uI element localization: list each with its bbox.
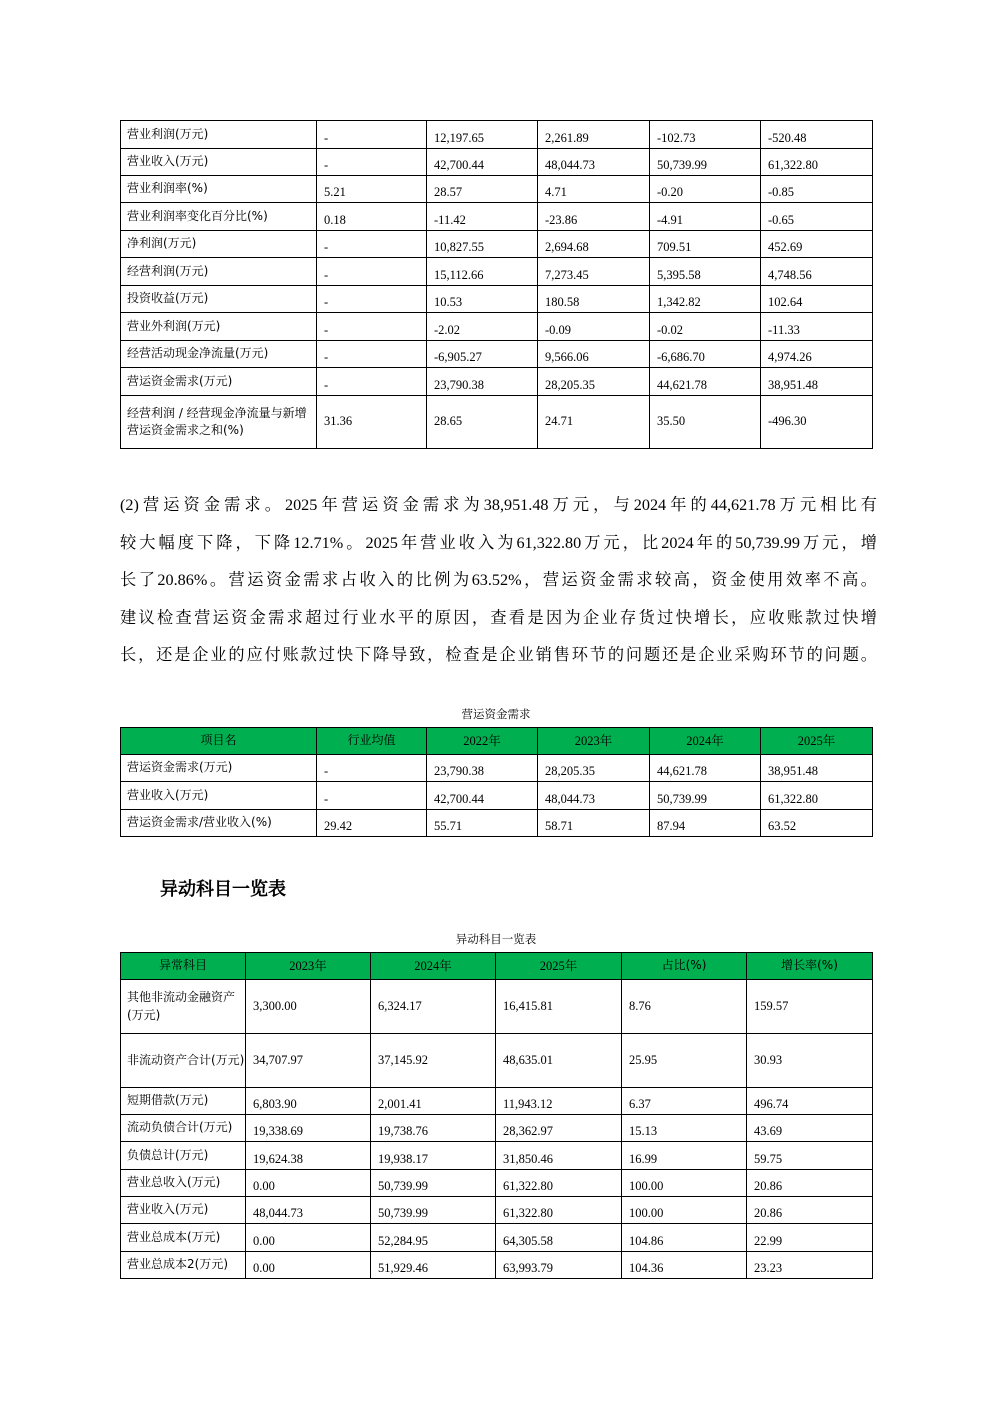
table-cell: 19,938.17 xyxy=(371,1142,496,1170)
paragraph-line: 建议检查营运资金需求超过行业水平的原因，查看是因为企业存货过快增长，应收账款过快增 xyxy=(120,608,877,627)
row-label: 营业总收入(万元) xyxy=(121,1170,246,1197)
table-cell: 104.36 xyxy=(622,1252,747,1279)
table-cell: 22.99 xyxy=(747,1224,873,1252)
table-cell: -496.30 xyxy=(761,396,873,449)
table-cell: 42,700.44 xyxy=(427,149,538,176)
column-header: 2025年 xyxy=(496,953,622,980)
row-label: 非流动资产合计(万元) xyxy=(121,1034,246,1088)
table-cell: 28,205.35 xyxy=(538,368,650,396)
table-row xyxy=(121,782,873,810)
row-label: 营业外利润(万元) xyxy=(121,313,317,341)
table-row xyxy=(121,1224,873,1252)
table-cell: -0.65 xyxy=(761,203,873,231)
row-label: 营业利润率(%) xyxy=(121,176,317,203)
row-label: 营运资金需求(万元) xyxy=(121,755,317,782)
table-cell: 30.93 xyxy=(747,1034,873,1088)
table-cell: 4.71 xyxy=(538,176,650,203)
table-cell: 10.53 xyxy=(427,286,538,313)
column-header: 行业均值 xyxy=(317,728,427,755)
table-cell: 43.69 xyxy=(747,1115,873,1142)
table-cell: 44,621.78 xyxy=(650,368,761,396)
column-header: 2024年 xyxy=(650,728,761,755)
table-cell: 16.99 xyxy=(622,1142,747,1170)
table-cell: 1,342.82 xyxy=(650,286,761,313)
section-heading: 异动科目一览表 xyxy=(160,879,286,900)
table-cell: 5.21 xyxy=(317,176,427,203)
table-row xyxy=(121,149,873,176)
table-cell: 63.52 xyxy=(761,810,873,837)
row-label: 营业收入(万元) xyxy=(121,1197,246,1224)
table-cell: 48,044.73 xyxy=(246,1197,371,1224)
column-header: 2023年 xyxy=(246,953,371,980)
table-row xyxy=(121,1197,873,1224)
row-label: 营业总成本2(万元) xyxy=(121,1252,246,1279)
profit-metrics-table xyxy=(120,120,873,449)
row-label: 营业利润率变化百分比(%) xyxy=(121,203,317,231)
table-cell: -6,905.27 xyxy=(427,341,538,368)
table-cell: 20.86 xyxy=(747,1197,873,1224)
table-cell: 28,205.35 xyxy=(538,755,650,782)
table-cell: 24.71 xyxy=(538,396,650,449)
working-capital-analysis-paragraph xyxy=(120,487,877,675)
table-cell: - xyxy=(317,341,427,368)
column-header: 异常科目 xyxy=(121,953,246,980)
row-label: 其他非流动金融资产(万元) xyxy=(121,980,246,1034)
table-cell: - xyxy=(317,313,427,341)
table-cell: - xyxy=(317,149,427,176)
table-cell: - xyxy=(317,782,427,810)
table-cell: 12,197.65 xyxy=(427,121,538,149)
table-cell: 48,635.01 xyxy=(496,1034,622,1088)
table-cell: 87.94 xyxy=(650,810,761,837)
table-cell: 28.57 xyxy=(427,176,538,203)
row-label: 投资收益(万元) xyxy=(121,286,317,313)
table-row xyxy=(121,1170,873,1197)
table-cell: 61,322.80 xyxy=(496,1170,622,1197)
table-cell: 42,700.44 xyxy=(427,782,538,810)
table-cell: 496.74 xyxy=(747,1088,873,1115)
table-row xyxy=(121,396,873,449)
table-row xyxy=(121,176,873,203)
table-cell: 48,044.73 xyxy=(538,149,650,176)
table-cell: - xyxy=(317,231,427,258)
table-cell: 10,827.55 xyxy=(427,231,538,258)
row-label: 营运资金需求/营业收入(%) xyxy=(121,810,317,837)
table-cell: 19,624.38 xyxy=(246,1142,371,1170)
row-label: 短期借款(万元) xyxy=(121,1088,246,1115)
column-header: 项目名 xyxy=(121,728,317,755)
table-cell: 25.95 xyxy=(622,1034,747,1088)
table-cell: -6,686.70 xyxy=(650,341,761,368)
paragraph-line: 较大幅度下降，下降12.71%。2025年营业收入为61,322.80万元，比2024年的50,739.99万元，增 xyxy=(120,533,877,552)
row-label: 经营利润 / 经营现金净流量与新增营运资金需求之和(%) xyxy=(121,396,317,449)
table-cell: 61,322.80 xyxy=(761,782,873,810)
table-cell: 61,322.80 xyxy=(496,1197,622,1224)
table-cell: - xyxy=(317,755,427,782)
table-cell: -520.48 xyxy=(761,121,873,149)
row-label: 净利润(万元) xyxy=(121,231,317,258)
table-cell: - xyxy=(317,286,427,313)
table-cell: -2.02 xyxy=(427,313,538,341)
table-row xyxy=(121,121,873,149)
table-row xyxy=(121,203,873,231)
table-cell: 6,803.90 xyxy=(246,1088,371,1115)
table-cell: 452.69 xyxy=(761,231,873,258)
table-cell: 23,790.38 xyxy=(427,755,538,782)
table-cell: 23.23 xyxy=(747,1252,873,1279)
paragraph-line: (2)营运资金需求。2025年营运资金需求为38,951.48万元，与2024年的44,621.78万元相比有 xyxy=(120,496,877,514)
table-row xyxy=(121,313,873,341)
abnormal-items-table xyxy=(120,952,873,1279)
paragraph-line: 长，还是企业的应付账款过快下降导致，检查是企业销售环节的问题还是企业采购环节的问题。 xyxy=(120,646,877,664)
table-cell: 59.75 xyxy=(747,1142,873,1170)
table-cell: 50,739.99 xyxy=(650,149,761,176)
column-header: 2022年 xyxy=(427,728,538,755)
table-cell: 0.18 xyxy=(317,203,427,231)
column-header: 占比(%) xyxy=(622,953,747,980)
table-cell: 51,929.46 xyxy=(371,1252,496,1279)
row-label: 营运资金需求(万元) xyxy=(121,368,317,396)
table-cell: 23,790.38 xyxy=(427,368,538,396)
table-cell: 52,284.95 xyxy=(371,1224,496,1252)
table-cell: -0.09 xyxy=(538,313,650,341)
table-cell: 55.71 xyxy=(427,810,538,837)
table-cell: 104.86 xyxy=(622,1224,747,1252)
table-row xyxy=(121,980,873,1034)
table-cell: 44,621.78 xyxy=(650,755,761,782)
table-cell: 4,748.56 xyxy=(761,258,873,286)
row-label: 流动负债合计(万元) xyxy=(121,1115,246,1142)
table-cell: -102.73 xyxy=(650,121,761,149)
table-cell: -11.42 xyxy=(427,203,538,231)
table-cell: 37,145.92 xyxy=(371,1034,496,1088)
row-label: 经营利润(万元) xyxy=(121,258,317,286)
table-cell: 20.86 xyxy=(747,1170,873,1197)
table-cell: 35.50 xyxy=(650,396,761,449)
working-capital-table-caption: 营运资金需求 xyxy=(461,707,531,721)
table-cell: -23.86 xyxy=(538,203,650,231)
table-cell: 100.00 xyxy=(622,1170,747,1197)
row-label: 营业收入(万元) xyxy=(121,149,317,176)
table-cell: -0.85 xyxy=(761,176,873,203)
row-label: 负债总计(万元) xyxy=(121,1142,246,1170)
table-cell: 8.76 xyxy=(622,980,747,1034)
table-row xyxy=(121,258,873,286)
table-cell: 0.00 xyxy=(246,1224,371,1252)
table-cell: 9,566.06 xyxy=(538,341,650,368)
table-cell: 6.37 xyxy=(622,1088,747,1115)
abnormal-items-table-caption: 异动科目一览表 xyxy=(455,932,537,946)
table-row xyxy=(121,1252,873,1279)
table-cell: 16,415.81 xyxy=(496,980,622,1034)
table-cell: 31,850.46 xyxy=(496,1142,622,1170)
table-cell: 34,707.97 xyxy=(246,1034,371,1088)
table-row xyxy=(121,231,873,258)
table-cell: 15.13 xyxy=(622,1115,747,1142)
table-cell: 102.64 xyxy=(761,286,873,313)
table-cell: 58.71 xyxy=(538,810,650,837)
table-cell: 48,044.73 xyxy=(538,782,650,810)
row-label: 营业利润(万元) xyxy=(121,121,317,149)
table-cell: 709.51 xyxy=(650,231,761,258)
table-cell: 2,261.89 xyxy=(538,121,650,149)
table-cell: -4.91 xyxy=(650,203,761,231)
table-cell: 63,993.79 xyxy=(496,1252,622,1279)
table-cell: - xyxy=(317,121,427,149)
table-cell: -0.02 xyxy=(650,313,761,341)
table-cell: 11,943.12 xyxy=(496,1088,622,1115)
table-row xyxy=(121,1142,873,1170)
table-cell: 4,974.26 xyxy=(761,341,873,368)
table-cell: 19,338.69 xyxy=(246,1115,371,1142)
working-capital-table xyxy=(120,727,873,837)
column-header: 2024年 xyxy=(371,953,496,980)
table-cell: 7,273.45 xyxy=(538,258,650,286)
table-cell: 15,112.66 xyxy=(427,258,538,286)
table-cell: 64,305.58 xyxy=(496,1224,622,1252)
table-cell: 5,395.58 xyxy=(650,258,761,286)
table-cell: 2,001.41 xyxy=(371,1088,496,1115)
table-cell: - xyxy=(317,258,427,286)
table-row xyxy=(121,341,873,368)
table-cell: 100.00 xyxy=(622,1197,747,1224)
table-row xyxy=(121,1088,873,1115)
table-row xyxy=(121,1034,873,1088)
table-cell: 50,739.99 xyxy=(371,1170,496,1197)
row-label: 经营活动现金净流量(万元) xyxy=(121,341,317,368)
column-header: 2023年 xyxy=(538,728,650,755)
table-cell: 0.00 xyxy=(246,1252,371,1279)
table-cell: 50,739.99 xyxy=(371,1197,496,1224)
table-cell: 2,694.68 xyxy=(538,231,650,258)
table-cell: 50,739.99 xyxy=(650,782,761,810)
table-row xyxy=(121,755,873,782)
table-cell: 28,362.97 xyxy=(496,1115,622,1142)
table-row xyxy=(121,1115,873,1142)
table-cell: -11.33 xyxy=(761,313,873,341)
table-cell: 38,951.48 xyxy=(761,368,873,396)
table-cell: 3,300.00 xyxy=(246,980,371,1034)
table-cell: 19,738.76 xyxy=(371,1115,496,1142)
table-cell: 38,951.48 xyxy=(761,755,873,782)
row-label: 营业总成本(万元) xyxy=(121,1224,246,1252)
table-cell: 29.42 xyxy=(317,810,427,837)
paragraph-line: 长了20.86%。营运资金需求占收入的比例为63.52%，营运资金需求较高，资金使用效率不高。 xyxy=(120,571,877,589)
table-cell: 28.65 xyxy=(427,396,538,449)
table-cell: 180.58 xyxy=(538,286,650,313)
column-header: 2025年 xyxy=(761,728,873,755)
table-cell: 31.36 xyxy=(317,396,427,449)
table-cell: 6,324.17 xyxy=(371,980,496,1034)
table-row xyxy=(121,368,873,396)
table-cell: 61,322.80 xyxy=(761,149,873,176)
table-cell: 159.57 xyxy=(747,980,873,1034)
column-header: 增长率(%) xyxy=(747,953,873,980)
table-row xyxy=(121,286,873,313)
table-cell: - xyxy=(317,368,427,396)
table-row xyxy=(121,810,873,837)
row-label: 营业收入(万元) xyxy=(121,782,317,810)
table-cell: -0.20 xyxy=(650,176,761,203)
table-cell: 0.00 xyxy=(246,1170,371,1197)
